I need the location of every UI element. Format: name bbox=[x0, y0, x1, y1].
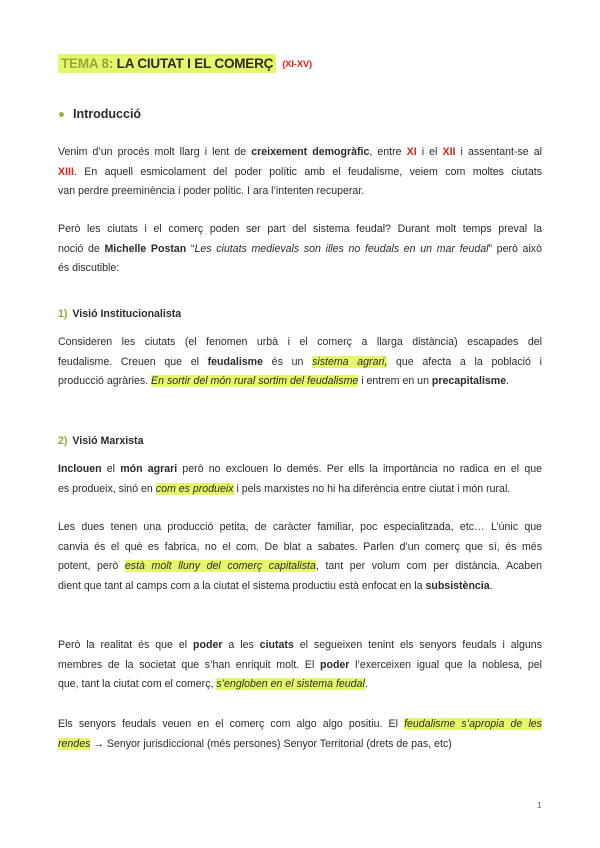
paragraph-7 bbox=[58, 715, 542, 754]
paragraph-line: Venim d’un procés molt llarg i lent de creixement demogràfic, entre XI i el XII i assentant-se al bbox=[58, 146, 542, 158]
paragraph-line: XIII. En aquell esmicolament del poder polític amb el feudalisme, veiem com moltes ciutats bbox=[58, 165, 542, 178]
paragraph-line: rendes → Senyor jurisdiccional (més persones) Senyor Territorial (drets de pas, etc) bbox=[58, 737, 452, 750]
subsection-marxista bbox=[58, 435, 143, 447]
title-main: LA CIUTAT I EL COMERÇ bbox=[116, 56, 274, 71]
title-topic-number: TEMA 8: bbox=[61, 56, 114, 71]
paragraph-line: membres de la societat que s’han enriquit molt. El poder l’exerceixen igual que la noblesa, pel bbox=[58, 658, 542, 671]
paragraph-line: que, tant la ciutat com el comerç, s’engloben en el sistema feudal. bbox=[58, 678, 368, 691]
paragraph-line: Consideren les ciutats (el fenomen urbà i el comerç a llarga distància) escapades del bbox=[58, 336, 542, 348]
subsection-label: Visió Marxista bbox=[72, 435, 144, 447]
paragraph-line: dient que tant al camps com a la ciutat el sistema productiu està enfocat en la subsistència. bbox=[58, 579, 493, 592]
title-highlight bbox=[58, 54, 276, 73]
bullet-icon bbox=[59, 112, 64, 117]
page-number: 1 bbox=[537, 801, 542, 810]
subsection-institucionalista bbox=[58, 308, 181, 320]
paragraph-line: feudalisme. Creuen que el feudalisme és un sistema agrari, que afecta a la població i bbox=[58, 355, 542, 368]
paragraph-line: Inclouen el món agrari però no exclouen lo demés. Per ells la importància no radica en el que bbox=[58, 463, 543, 475]
paragraph-line: Però les ciutats i el comerç poden ser part del sistema feudal? Durant molt temps preval la bbox=[58, 223, 542, 235]
paragraph-line: potent, però està molt lluny del comerç capitalista, tant per volum com per distància. Acaben bbox=[58, 560, 542, 573]
intro-heading-text: Introducció bbox=[73, 107, 142, 121]
paragraph-line: van perdre preeminència i poder polític. I ara l’intenten recuperar. bbox=[58, 185, 365, 198]
paragraph-6 bbox=[58, 636, 542, 695]
title-dates: (XI-XV) bbox=[282, 59, 312, 70]
paragraph-line: Les dues tenen una producció petita, de caràcter familiar, poc especialitzada, etc… L’únic que bbox=[58, 521, 542, 533]
paragraph-4 bbox=[58, 460, 542, 499]
subsection-number: 1) bbox=[58, 308, 68, 320]
subsection-label: Visió Institucionalista bbox=[72, 308, 182, 320]
paragraph-line: noció de Michelle Postan “Les ciutats medievals son illes no feudals en un mar feudal” però això bbox=[58, 242, 542, 255]
paragraph-line: Els senyors feudals veuen en el comerç com algo algo positiu. El feudalisme s’apropia de les bbox=[58, 718, 542, 730]
section-intro-heading bbox=[58, 107, 141, 121]
paragraph-line: és discutible: bbox=[58, 262, 120, 275]
paragraph-line: Però la realitat és que el poder a les ciutats el segueixen tenint els senyors feudals i alguns bbox=[58, 639, 542, 651]
paragraph-1 bbox=[58, 143, 542, 202]
subsection-number: 2) bbox=[58, 435, 68, 447]
paragraph-3 bbox=[58, 333, 542, 392]
paragraph-2 bbox=[58, 220, 542, 279]
paragraph-line: producció agràries. En sortir del món rural sortim del feudalisme i entrem en un precapitalisme. bbox=[58, 375, 510, 388]
document-title bbox=[58, 56, 312, 71]
paragraph-line: es produeix, sinó en com es produeix i pels marxistes no hi ha diferència entre ciutat i món rural. bbox=[58, 482, 511, 495]
paragraph-5 bbox=[58, 518, 542, 596]
paragraph-line: canvia és el què es fabrica, no el com. De blat a sabates. Parlen d’un comerç que sí, és més bbox=[58, 540, 542, 553]
